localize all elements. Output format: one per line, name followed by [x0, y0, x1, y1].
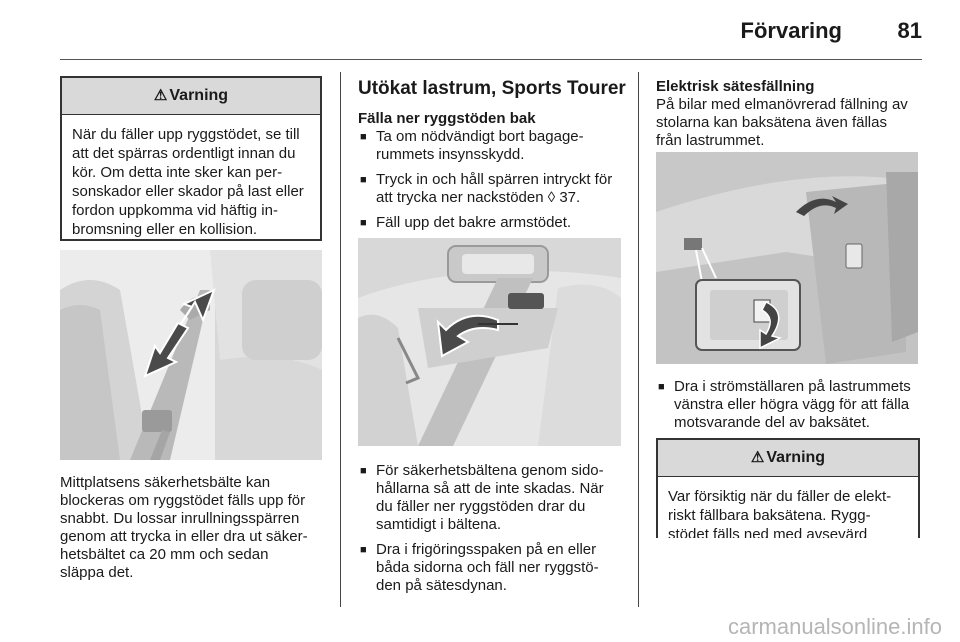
list-item-text: vänstra eller högra vägg för att fälla	[674, 396, 910, 413]
page-header	[0, 0, 960, 60]
warning-triangle-icon: ⚠	[750, 449, 765, 466]
section-heading: Utökat lastrum, Sports Tourer	[358, 78, 626, 99]
center-belt-paragraph	[60, 474, 330, 582]
square-bullet-icon: ■	[360, 465, 367, 477]
list-item-text: Tryck in och håll spärren intryckt för	[376, 171, 613, 188]
square-bullet-icon: ■	[360, 544, 367, 556]
list-item-text: hållarna så att de inte skadas. När	[376, 480, 604, 497]
list-item	[358, 462, 630, 534]
list-item	[358, 171, 628, 207]
warning-box-electric-fold	[656, 438, 920, 538]
list-item-text: samtidigt i bältena.	[376, 516, 502, 533]
list-item-text: att trycka ner nackstöden ◊ 37.	[376, 189, 581, 206]
list-item	[656, 378, 941, 432]
instruction-list-top	[358, 128, 628, 239]
warning-line: Var försiktig när du fäller de elekt-	[668, 488, 892, 505]
page-number: 81	[897, 18, 922, 43]
warning-body	[658, 477, 918, 538]
list-item	[358, 541, 630, 595]
figure-headrest-release	[358, 238, 621, 446]
subheading-fold-down: Fälla ner ryggstöden bak	[358, 110, 536, 127]
warning-line: riskt fällbara baksätena. Rygg-	[668, 507, 871, 524]
square-bullet-icon: ■	[360, 131, 367, 143]
warning-heading	[658, 440, 918, 477]
warning-triangle-icon: ⚠	[153, 87, 168, 104]
warning-body	[62, 115, 320, 247]
paragraph-line: Mittplatsens säkerhetsbälte kan	[60, 474, 271, 491]
header-rule	[60, 59, 922, 60]
list-item-text: Fäll upp det bakre armstödet.	[376, 214, 572, 231]
list-item-text: Dra i strömställaren på lastrummets	[674, 378, 911, 395]
paragraph-line: från lastrummet.	[656, 132, 765, 149]
instruction-list-bottom	[358, 462, 630, 602]
column-divider-2	[638, 72, 639, 607]
instruction-list-electric	[656, 378, 941, 439]
subheading-electric-fold: Elektrisk sätesfällning	[656, 78, 815, 95]
warning-line: fordon uppkomma vid häftig in-	[72, 202, 278, 219]
warning-line: sonskador eller skador på last eller	[72, 183, 304, 200]
list-item-text: rummets insynsskydd.	[376, 146, 525, 163]
figure-center-seatbelt	[60, 250, 322, 460]
square-bullet-icon: ■	[360, 217, 367, 229]
list-item-text: Dra i frigöringsspaken på en eller	[376, 541, 597, 558]
list-item	[358, 214, 628, 232]
list-item	[358, 128, 628, 164]
list-item-text: du fäller ner ryggstöden drar du	[376, 498, 586, 515]
square-bullet-icon: ■	[360, 174, 367, 186]
electric-fold-paragraph	[656, 96, 936, 150]
warning-line: stödet fälls ned med avsevärd	[668, 526, 868, 538]
list-item-text: motsvarande del av baksätet.	[674, 414, 870, 431]
warning-heading-label: Varning	[766, 449, 826, 466]
list-item-text: den på sätesdynan.	[376, 577, 507, 594]
paragraph-line: stolarna kan baksätena även fällas	[656, 114, 887, 131]
warning-heading	[62, 78, 320, 115]
paragraph-line: hetsbältet ca 20 mm och sedan	[60, 546, 269, 563]
watermark: carmanualsonline.info	[727, 614, 942, 639]
figure-cargo-switch	[656, 152, 918, 364]
warning-line: att det spärras ordentligt innan du	[72, 145, 296, 162]
column-divider-1	[340, 72, 341, 607]
paragraph-line: släppa det.	[60, 564, 134, 581]
warning-box-seatback	[60, 76, 322, 241]
paragraph-line: genom att trycka in eller dra ut säker-	[60, 528, 308, 545]
paragraph-line: snabbt. Du lossar inrullningsspärren	[60, 510, 300, 527]
warning-line: kör. Om detta inte sker kan per-	[72, 164, 283, 181]
paragraph-line: På bilar med elmanövrerad fällning av	[656, 96, 908, 113]
page-title: Förvaring	[740, 18, 842, 43]
list-item-text: båda sidorna och fäll ner ryggstö-	[376, 559, 599, 576]
warning-line: bromsning eller en kollision.	[72, 221, 258, 238]
warning-heading-label: Varning	[169, 87, 229, 104]
warning-line: När du fäller upp ryggstödet, se till	[72, 126, 300, 143]
paragraph-line: blockeras om ryggstödet fälls upp för	[60, 492, 306, 509]
list-item-text: För säkerhetsbältena genom sido-	[376, 462, 604, 479]
list-item-text: Ta om nödvändigt bort bagage-	[376, 128, 584, 145]
square-bullet-icon: ■	[658, 381, 665, 393]
